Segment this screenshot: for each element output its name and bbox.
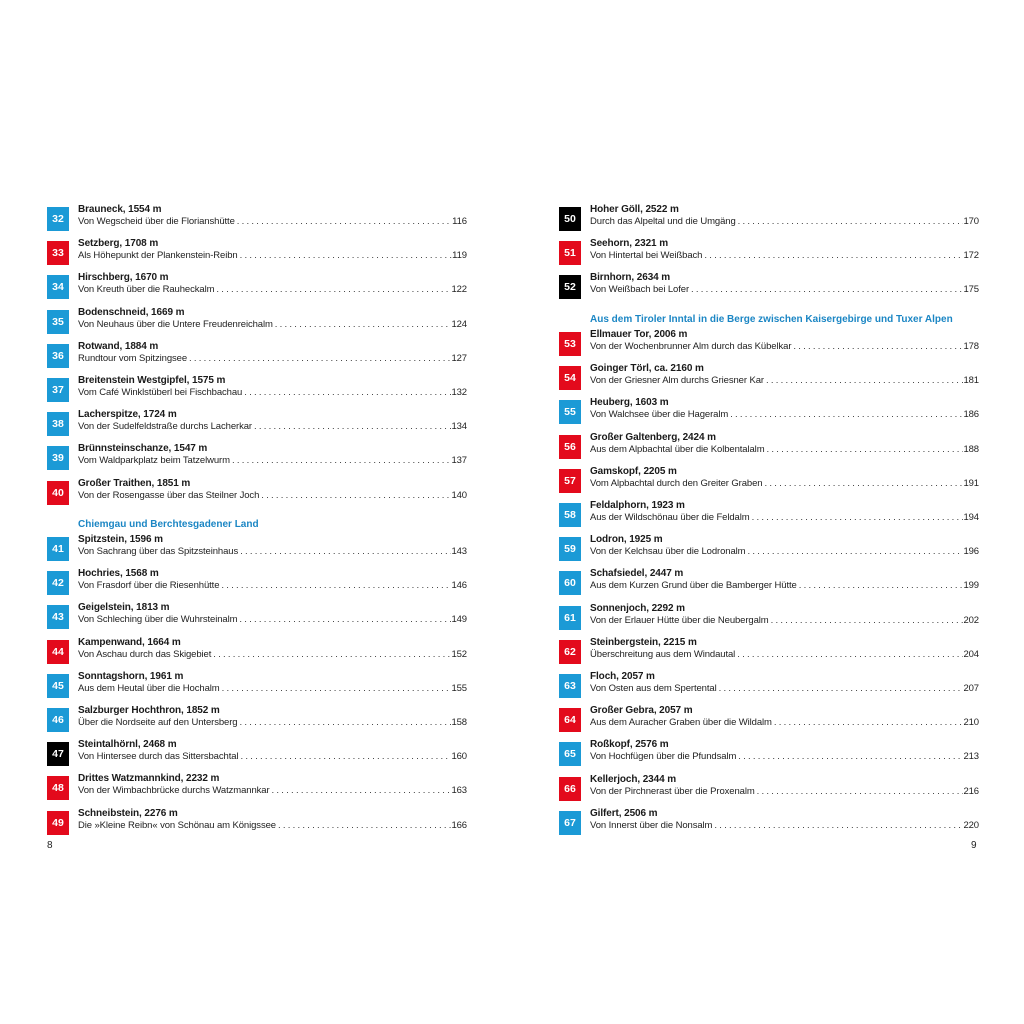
leader-dots [736, 216, 964, 227]
entry-route-line [590, 786, 979, 797]
entry-page-number: 122 [451, 284, 467, 296]
entry-route-description: Aus dem Alpbachtal über die Kolbentalalm [590, 443, 765, 455]
toc-entry[interactable] [47, 602, 467, 631]
route-number-badge: 48 [47, 776, 69, 800]
leader-dots [220, 683, 452, 694]
entry-page-number: 149 [451, 614, 467, 626]
entry-page-number: 143 [451, 546, 467, 557]
entry-page-number: 178 [963, 341, 979, 352]
entry-page-number: 132 [451, 387, 467, 398]
entry-title: Steinbergstein, 2215 m [590, 636, 697, 648]
leader-dots [276, 820, 451, 831]
entry-page-number: 216 [963, 785, 979, 797]
entry-page-number: 127 [451, 352, 467, 364]
entry-route-description: Über die Nordseite auf den Untersberg [78, 717, 238, 728]
entry-route-description: Von Aschau durch das Skigebiet [78, 648, 212, 660]
entry-page-number: 160 [451, 751, 467, 763]
entry-page-number: 146 [451, 580, 467, 592]
route-number-badge: 51 [559, 241, 581, 265]
toc-entry[interactable] [559, 568, 979, 597]
toc-entry[interactable] [559, 807, 979, 837]
leader-dots [214, 284, 451, 295]
entry-title: Schneibstein, 2276 m [78, 807, 178, 819]
leader-dots [259, 490, 451, 501]
entry-route-line [78, 580, 467, 591]
route-number-badge: 63 [559, 674, 581, 698]
toc-entry[interactable] [47, 204, 467, 233]
entry-route-line [590, 683, 979, 694]
route-number-badge: 41 [47, 537, 69, 561]
toc-entry[interactable] [47, 306, 467, 336]
route-number-badge: 38 [47, 412, 69, 436]
entry-page-number: 140 [451, 489, 467, 501]
route-number-badge: 55 [559, 400, 581, 424]
toc-entry[interactable] [47, 739, 467, 768]
entry-route-line [78, 353, 467, 364]
entry-route-line [78, 683, 467, 694]
entry-title: Hirschberg, 1670 m [78, 272, 169, 284]
route-number-badge: 54 [559, 366, 581, 390]
toc-entry[interactable] [47, 375, 467, 404]
toc-entry[interactable] [47, 807, 467, 837]
entry-title: Salzburger Hochthron, 1852 m [78, 705, 220, 716]
entry-route-description: Von Innerst über die Nonsalm [590, 819, 713, 831]
leader-dots [237, 717, 451, 728]
route-number-badge: 46 [47, 708, 69, 732]
route-number-badge: 33 [47, 241, 69, 265]
entry-title: Seehorn, 2321 m [590, 238, 668, 250]
entry-page-number: 116 [452, 216, 467, 227]
toc-entry[interactable] [559, 705, 979, 734]
entry-page-number: 119 [452, 250, 467, 262]
route-number-badge: 50 [559, 207, 581, 231]
entry-route-description: Vom Café Winklstüberl bei Fischbachau [78, 387, 243, 398]
entry-title: Goinger Törl, ca. 2160 m [590, 363, 704, 375]
route-number-badge: 45 [47, 674, 69, 698]
leader-dots [750, 512, 964, 523]
entry-route-description: Die »Kleine Reibn« von Schönau am Königssee [78, 819, 276, 831]
entry-route-description: Vom Alpbachtal durch den Greiter Graben [590, 477, 763, 489]
route-number-badge: 56 [559, 435, 581, 459]
leader-dots [230, 455, 452, 466]
entry-route-line [78, 717, 467, 728]
leader-dots [689, 284, 963, 295]
entry-title: Feldalphorn, 1923 m [590, 500, 685, 511]
entry-page-number: 220 [963, 819, 979, 831]
route-number-badge: 53 [559, 332, 581, 356]
entry-route-line [78, 284, 467, 295]
page-number: 8 [47, 840, 53, 851]
route-number-badge: 65 [559, 742, 581, 766]
toc-entry[interactable] [47, 443, 467, 472]
toc-entry[interactable] [47, 340, 467, 370]
toc-entry[interactable] [47, 568, 467, 597]
entry-title: Spitzstein, 1596 m [78, 534, 163, 545]
page-number: 9 [971, 840, 977, 851]
leader-dots [797, 580, 964, 591]
toc-entry[interactable] [559, 500, 979, 529]
entry-title: Hochries, 1568 m [78, 568, 159, 580]
toc-entry[interactable] [559, 636, 979, 666]
entry-route-description: Von Walchsee über die Hageralm [590, 409, 729, 421]
entry-route-line [78, 820, 467, 831]
leader-dots [187, 353, 451, 364]
entry-route-description: Von Neuhaus über die Untere Freudenreichalm [78, 318, 273, 330]
leader-dots [252, 421, 451, 432]
leader-dots [769, 615, 964, 626]
toc-entry[interactable] [559, 671, 979, 700]
route-number-badge: 58 [559, 503, 581, 527]
entry-route-line [590, 649, 979, 660]
entry-route-line [590, 409, 979, 420]
toc-entry[interactable] [47, 272, 467, 301]
entry-route-description: Von der Sudelfeldstraße durchs Lacherkar [78, 421, 252, 433]
entry-page-number: 170 [963, 216, 979, 227]
entry-route-description: Aus dem Heutal über die Hochalm [78, 682, 220, 694]
entry-route-line [78, 250, 467, 261]
route-number-badge: 49 [47, 811, 69, 835]
entry-page-number: 210 [963, 717, 979, 729]
entry-page-number: 204 [963, 648, 979, 660]
entry-title: Lacherspitze, 1724 m [78, 409, 177, 421]
entry-route-description: Von der Wimbachbrücke durchs Watzmannkar [78, 785, 270, 797]
entry-route-line [590, 615, 979, 626]
leader-dots [238, 751, 451, 762]
section-heading: Aus dem Tiroler Inntal in die Berge zwischen Kaisergebirge und Tuxer Alpen [590, 314, 953, 325]
entry-title: Bodenschneid, 1669 m [78, 306, 185, 318]
toc-entry[interactable] [47, 705, 467, 734]
entry-page-number: 202 [963, 614, 979, 626]
entry-title: Gilfert, 2506 m [590, 807, 658, 819]
entry-route-line [78, 614, 467, 625]
leader-dots [273, 319, 452, 330]
toc-entry[interactable] [559, 431, 979, 461]
entry-title: Großer Gebra, 2057 m [590, 705, 693, 717]
leader-dots [235, 216, 452, 227]
section-heading: Chiemgau und Berchtesgadener Land [78, 519, 259, 530]
leader-dots [772, 717, 964, 728]
entry-title: Großer Galtenberg, 2424 m [590, 431, 716, 443]
leader-dots [242, 387, 451, 398]
entry-page-number: 181 [963, 375, 979, 387]
entry-page-number: 213 [963, 751, 979, 763]
entry-page-number: 124 [451, 318, 467, 330]
entry-route-description: Von Schleching über die Wuhrsteinalm [78, 614, 238, 626]
toc-entry[interactable] [47, 409, 467, 438]
entry-title: Heuberg, 1603 m [590, 397, 669, 409]
route-number-badge: 60 [559, 571, 581, 595]
leader-dots [762, 478, 963, 489]
entry-route-line [590, 820, 979, 831]
entry-route-description: Aus dem Auracher Graben über die Wildalm [590, 717, 772, 729]
route-number-badge: 57 [559, 469, 581, 493]
entry-page-number: 186 [963, 409, 979, 421]
toc-entry[interactable] [47, 238, 467, 267]
leader-dots [219, 580, 451, 591]
entry-route-line [78, 785, 467, 796]
right-page [512, 0, 1024, 1024]
entry-page-number: 191 [963, 477, 979, 489]
leader-dots [237, 614, 451, 625]
entry-route-description: Von Sachrang über das Spitzsteinhaus [78, 546, 239, 557]
route-number-badge: 64 [559, 708, 581, 732]
entry-title: Kampenwand, 1664 m [78, 636, 181, 648]
leader-dots [211, 649, 451, 660]
entry-route-line [78, 751, 467, 762]
entry-page-number: 158 [451, 717, 467, 728]
entry-route-line [78, 649, 467, 660]
entry-title: Gamskopf, 2205 m [590, 465, 677, 477]
entry-route-description: Von Osten aus dem Spertental [590, 683, 717, 694]
entry-page-number: 155 [451, 682, 467, 694]
leader-dots [717, 683, 964, 694]
entry-route-line [590, 444, 979, 455]
entry-route-line [78, 319, 467, 330]
route-number-badge: 52 [559, 275, 581, 299]
entry-route-description: Durch das Alpeltal und die Umgäng [590, 216, 736, 227]
entry-title: Roßkopf, 2576 m [590, 739, 669, 751]
toc-entry[interactable] [47, 477, 467, 507]
entry-route-description: Aus der Wildschönau über die Feldalm [590, 512, 750, 523]
route-number-badge: 34 [47, 275, 69, 299]
entry-route-description: Von der Pirchnerast über die Proxenalm [590, 785, 755, 797]
entry-route-line [590, 580, 979, 591]
entry-route-line [590, 375, 979, 386]
leader-dots [755, 786, 964, 797]
toc-entry[interactable] [559, 272, 979, 301]
entry-route-description: Überschreitung aus dem Windautal [590, 648, 736, 660]
entry-page-number: 196 [963, 546, 979, 558]
entry-route-description: Aus dem Kurzen Grund über die Bamberger Hütte [590, 580, 797, 592]
toc-entry[interactable] [559, 329, 979, 358]
leader-dots [270, 785, 452, 796]
entry-route-description: Von der Griesner Alm durchs Griesner Kar [590, 375, 764, 387]
entry-page-number: 175 [963, 284, 979, 296]
route-number-badge: 32 [47, 207, 69, 231]
entry-route-description: Vom Waldparkplatz beim Tatzelwurm [78, 455, 230, 467]
entry-route-line [590, 216, 979, 227]
route-number-badge: 44 [47, 640, 69, 664]
leader-dots [702, 250, 963, 261]
toc-entry[interactable] [559, 739, 979, 768]
entry-route-line [590, 250, 979, 261]
entry-title: Steintalhörnl, 2468 m [78, 739, 177, 751]
route-number-badge: 37 [47, 378, 69, 402]
entry-title: Brauneck, 1554 m [78, 204, 162, 215]
entry-route-description: Von der Wochenbrunner Alm durch das Kübelkar [590, 341, 792, 352]
entry-title: Setzberg, 1708 m [78, 238, 159, 250]
leader-dots [765, 444, 964, 455]
entry-title: Geigelstein, 1813 m [78, 602, 170, 614]
entry-route-description: Rundtour vom Spitzingsee [78, 352, 188, 364]
entry-title: Birnhorn, 2634 m [590, 272, 671, 284]
entry-title: Drittes Watzmannkind, 2232 m [78, 773, 220, 785]
toc-entry[interactable] [559, 363, 979, 392]
entry-route-line [78, 421, 467, 432]
entry-title: Floch, 2057 m [590, 671, 655, 682]
toc-entry[interactable] [47, 773, 467, 802]
entry-page-number: 137 [451, 455, 467, 467]
entry-title: Großer Traithen, 1851 m [78, 477, 191, 489]
route-number-badge: 39 [47, 446, 69, 470]
entry-title: Rotwand, 1884 m [78, 340, 159, 352]
route-number-badge: 47 [47, 742, 69, 766]
entry-page-number: 163 [451, 785, 467, 797]
entry-page-number: 194 [963, 512, 979, 523]
entry-route-description: Von der Erlauer Hütte über die Neubergalm [590, 614, 769, 626]
entry-page-number: 188 [963, 443, 979, 455]
leader-dots [791, 341, 963, 352]
entry-route-description: Von Hintersee durch das Sittersbachtal [78, 751, 239, 763]
route-number-badge: 40 [47, 481, 69, 505]
entry-route-description: Von Hintertal bei Weißbach [590, 250, 703, 262]
leader-dots [736, 751, 963, 762]
entry-route-line [590, 751, 979, 762]
entry-route-line [590, 284, 979, 295]
entry-title: Hoher Göll, 2522 m [590, 204, 679, 215]
toc-entry[interactable] [47, 636, 467, 666]
leader-dots [735, 649, 963, 660]
toc-entry[interactable] [559, 602, 979, 632]
toc-entry[interactable] [559, 238, 979, 267]
route-number-badge: 61 [559, 606, 581, 630]
entry-page-number: 152 [451, 648, 467, 660]
route-number-badge: 66 [559, 777, 581, 801]
toc-entry[interactable] [559, 397, 979, 426]
entry-title: Schafsiedel, 2447 m [590, 568, 684, 580]
route-number-badge: 42 [47, 571, 69, 595]
entry-route-description: Von Weißbach bei Lofer [590, 284, 690, 296]
leader-dots [238, 250, 453, 261]
toc-entry[interactable] [47, 534, 467, 563]
entry-route-line [78, 490, 467, 501]
leader-dots [238, 546, 451, 557]
entry-title: Ellmauer Tor, 2006 m [590, 329, 688, 340]
entry-route-description: Als Höhepunkt der Plankenstein-Reibn [78, 250, 238, 262]
entry-page-number: 134 [451, 421, 467, 433]
entry-title: Brünnsteinschanze, 1547 m [78, 443, 208, 455]
entry-title: Sonnenjoch, 2292 m [590, 602, 685, 614]
entry-title: Breitenstein Westgipfel, 1575 m [78, 375, 226, 386]
toc-entry[interactable] [559, 534, 979, 563]
entry-route-description: Von Kreuth über die Rauheckalm [78, 284, 215, 296]
entry-route-description: Von Hochfügen über die Pfundsalm [590, 751, 737, 763]
entry-route-line [78, 455, 467, 466]
leader-dots [764, 375, 964, 386]
entry-route-description: Von Frasdorf über die Riesenhütte [78, 580, 220, 592]
leader-dots [745, 546, 963, 557]
entry-page-number: 199 [963, 580, 979, 592]
leader-dots [712, 820, 963, 831]
route-number-badge: 62 [559, 640, 581, 664]
entry-route-line [590, 546, 979, 557]
entry-route-description: Von Wegscheid über die Florianshütte [78, 216, 235, 227]
toc-entry[interactable] [47, 670, 467, 700]
entry-route-line [78, 546, 467, 557]
route-number-badge: 43 [47, 605, 69, 629]
leader-dots [728, 409, 963, 420]
entry-route-description: Von der Rosengasse über das Steilner Joch [78, 489, 260, 501]
entry-route-description: Von der Kelchsau über die Lodronalm [590, 546, 746, 558]
entry-route-line [590, 341, 979, 352]
entry-route-line [78, 387, 467, 398]
entry-page-number: 207 [963, 683, 979, 694]
toc-entry[interactable] [559, 773, 979, 803]
entry-title: Lodron, 1925 m [590, 534, 663, 546]
entry-route-line [590, 717, 979, 728]
entry-title: Kellerjoch, 2344 m [590, 773, 677, 785]
entry-route-line [78, 216, 467, 227]
route-number-badge: 59 [559, 537, 581, 561]
entry-route-line [590, 478, 979, 489]
route-number-badge: 35 [47, 310, 69, 334]
entry-title: Sonntagshorn, 1961 m [78, 670, 184, 682]
route-number-badge: 67 [559, 811, 581, 835]
entry-page-number: 166 [451, 819, 467, 831]
toc-entry[interactable] [559, 204, 979, 233]
entry-page-number: 172 [963, 250, 979, 262]
entry-route-line [590, 512, 979, 523]
toc-entry[interactable] [559, 465, 979, 495]
route-number-badge: 36 [47, 344, 69, 368]
